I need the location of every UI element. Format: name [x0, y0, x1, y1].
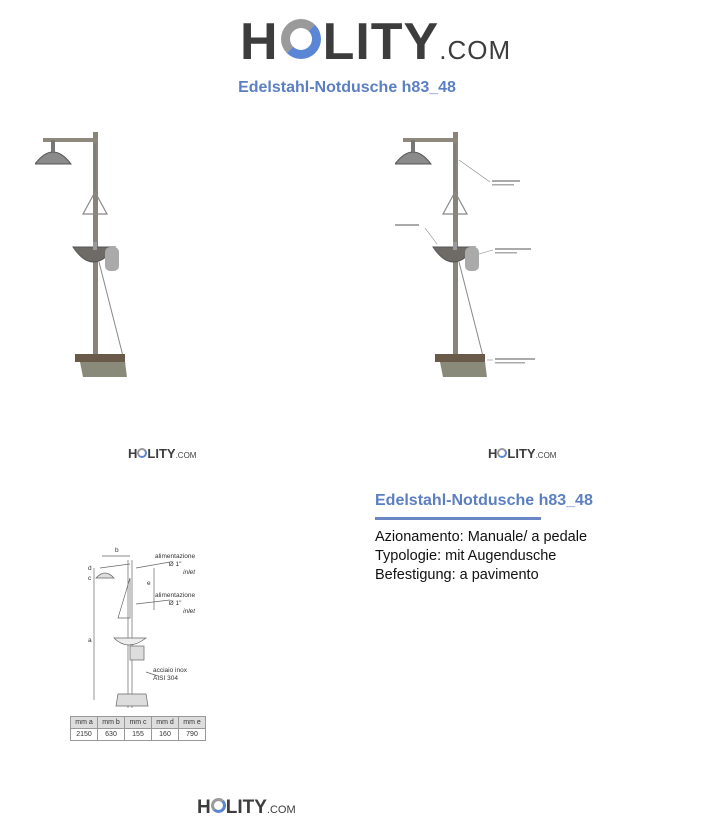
holity-logo [240, 12, 511, 72]
material-it: acciaio inox [153, 667, 187, 674]
inlet-label-2 [155, 592, 195, 616]
logo-suffix: .COM [439, 35, 512, 65]
table-header: mm e [179, 717, 206, 729]
inlet-1-size: Ø 1" [168, 561, 182, 568]
logo-ring-icon [211, 798, 226, 813]
table-header-row [71, 717, 206, 729]
material-spec: AISI 304 [153, 675, 178, 682]
table-header: mm c [125, 717, 152, 729]
product-photo-2-annotated [395, 132, 555, 382]
material-label [153, 667, 187, 683]
heading-underline [375, 517, 541, 520]
logo-suffix: .COM [175, 451, 197, 460]
table-row [71, 729, 206, 741]
product-photo-1 [35, 132, 135, 382]
inlet-2-size: Ø 1" [168, 600, 182, 607]
inlet-2-en: inlet [183, 608, 196, 615]
table-cell: 2150 [71, 729, 98, 741]
logo-ring-icon [497, 448, 507, 458]
logo-letters: LITY [322, 13, 440, 71]
spec-type: Typologie: mit Augendusche [375, 548, 557, 564]
dimensions-table [70, 716, 206, 741]
logo-letter-h: H [488, 446, 498, 461]
holity-logo-small [128, 446, 196, 461]
table-cell: 630 [98, 729, 125, 741]
logo-suffix: .COM [535, 451, 557, 460]
dim-label-a: a [88, 637, 92, 644]
inlet-2-it: alimentazione [155, 592, 196, 599]
logo-letters: LITY [147, 446, 176, 461]
spec-mounting: Befestigung: a pavimento [375, 567, 539, 583]
spec-actuation: Azionamento: Manuale/ a pedale [375, 529, 588, 545]
holity-logo-bottom [197, 797, 296, 819]
dim-label-c: c [88, 575, 92, 582]
table-cell: 160 [152, 729, 179, 741]
inlet-label-1 [155, 553, 195, 577]
table-header: mm b [98, 717, 125, 729]
logo-letters: LITY [225, 797, 267, 818]
page-title: Edelstahl-Notdusche h83_48 [238, 79, 456, 96]
logo-ring-icon [281, 19, 321, 59]
table-cell: 790 [179, 729, 206, 741]
logo-letters: LITY [507, 446, 536, 461]
logo-letter-h: H [128, 446, 138, 461]
dim-label-e: e [147, 580, 151, 587]
logo-ring-icon [137, 448, 147, 458]
logo-letter-h: H [197, 797, 211, 818]
table-cell: 155 [125, 729, 152, 741]
inlet-1-en: inlet [183, 569, 196, 576]
product-heading: Edelstahl-Notdusche h83_48 [375, 492, 593, 509]
holity-logo-small [488, 446, 556, 461]
inlet-1-it: alimentazione [155, 553, 196, 560]
logo-letter-h: H [240, 13, 279, 71]
logo-suffix: .COM [266, 804, 296, 816]
table-header: mm d [152, 717, 179, 729]
table-header: mm a [71, 717, 98, 729]
dim-label-b: b [115, 547, 119, 554]
dim-label-d: d [88, 565, 92, 572]
